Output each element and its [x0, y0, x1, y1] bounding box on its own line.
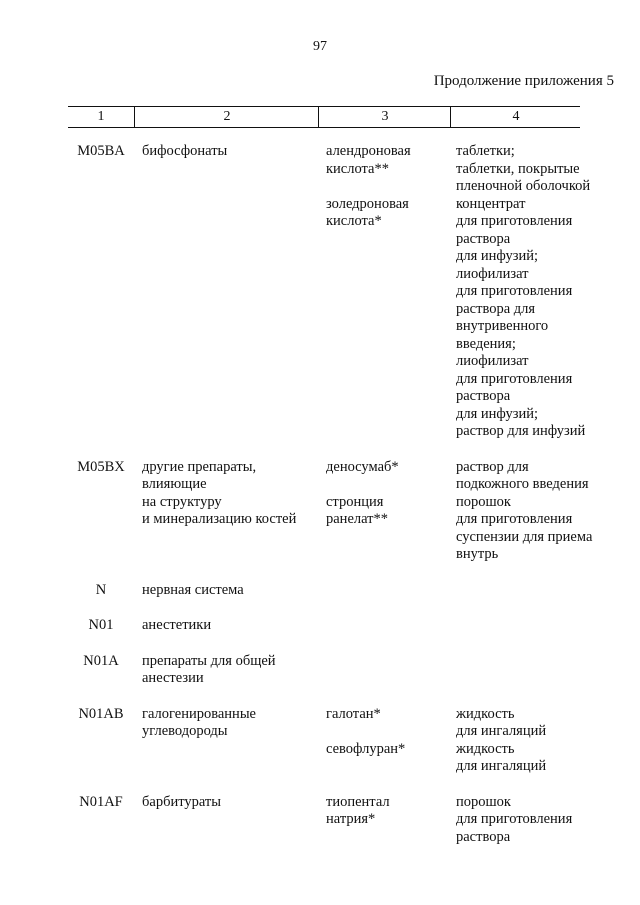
dosage-form-line: для приготовления: [456, 213, 573, 229]
atc-code: [68, 706, 134, 724]
dosage-form-line: таблетки, покрытые: [456, 160, 580, 177]
group-line: анестезии: [142, 670, 204, 686]
continuation-heading: Продолжение приложения 5: [433, 73, 614, 89]
spacer: [326, 723, 452, 741]
group-line: углеводороды: [142, 723, 228, 739]
column-header-3: 3: [318, 107, 451, 127]
group-line: другие препараты,: [142, 458, 257, 475]
atc-code: [68, 459, 134, 477]
group-line: бифосфонаты: [142, 143, 228, 159]
classification-table-body: [0, 143, 640, 846]
drug-names: [326, 706, 452, 759]
drug-names: [326, 459, 452, 529]
dosage-form-line: внутрь: [456, 546, 499, 562]
dosage-forms: [456, 706, 626, 776]
group-line: препараты для общей: [142, 652, 276, 669]
anatomical-group: [142, 653, 322, 688]
group-line: на структуру: [142, 493, 222, 510]
dosage-form-line: порошок: [456, 493, 511, 510]
table-row: [0, 653, 640, 706]
dosage-form-line: порошок: [456, 793, 511, 810]
column-header-1: 1: [97, 109, 105, 124]
dosage-form-line: введения;: [456, 335, 516, 352]
drug-name-line: тиопентал: [326, 793, 390, 810]
drug-name-line: натрия*: [326, 811, 376, 827]
table-row: [0, 582, 640, 618]
column-header-4: 4: [450, 107, 581, 127]
anatomical-group: [142, 582, 322, 600]
dosage-form-line: для приготовления: [456, 811, 573, 827]
table-row: [0, 706, 640, 794]
dosage-forms: [456, 794, 626, 847]
atc-code: [68, 143, 134, 161]
drug-name-line: севофлуран*: [326, 740, 406, 757]
drug-name-line: деносумаб*: [326, 458, 399, 475]
column-header-2: 2: [134, 107, 319, 127]
dosage-form-line: раствор для: [456, 458, 529, 475]
drug-names: [326, 794, 452, 829]
anatomical-group: [142, 143, 322, 161]
drug-name-line: ранелат**: [326, 511, 389, 527]
spacer: [326, 178, 452, 196]
group-line: влияющие: [142, 476, 207, 492]
atc-code: [68, 653, 134, 671]
group-line: нервная система: [142, 581, 244, 598]
drug-names: [326, 143, 452, 231]
table-row: [0, 617, 640, 653]
drug-name-line: алендроновая: [326, 143, 411, 159]
group-line: и минерализацию костей: [142, 511, 297, 527]
atc-code-text: N01AB: [78, 705, 124, 722]
anatomical-group: [142, 459, 322, 529]
dosage-form-line: раствора: [456, 230, 511, 247]
dosage-form-line: раствор для инфузий: [456, 423, 586, 439]
column-header-row: [68, 106, 580, 128]
atc-code-text: M05BA: [77, 143, 125, 159]
table-row: [0, 459, 640, 582]
dosage-form-line: жидкость: [456, 740, 515, 757]
dosage-form-line: для приготовления: [456, 283, 573, 299]
dosage-form-line: раствора для: [456, 300, 536, 317]
dosage-form-line: для инфузий;: [456, 248, 538, 264]
group-line: галогенированные: [142, 705, 256, 722]
atc-code: [68, 794, 134, 812]
dosage-form-line: для инфузий;: [456, 405, 538, 422]
dosage-form-line: лиофилизат: [456, 265, 529, 282]
atc-code: [68, 617, 134, 635]
dosage-form-line: подкожного введения: [456, 476, 589, 492]
anatomical-group: [142, 617, 322, 635]
anatomical-group: [142, 794, 322, 812]
atc-code-text: N01: [88, 617, 114, 633]
atc-code: [68, 582, 134, 600]
drug-name-line: кислота**: [326, 160, 389, 177]
dosage-form-line: пленочной оболочкой: [456, 178, 591, 194]
dosage-form-line: для приготовления: [456, 370, 573, 387]
dosage-form-line: лиофилизат: [456, 353, 529, 369]
dosage-form-line: внутривенного: [456, 318, 549, 334]
atc-code-text: N01A: [83, 652, 119, 669]
atc-code-text: M05BX: [77, 458, 125, 475]
dosage-form-line: раствора: [456, 828, 511, 845]
drug-name-line: кислота*: [326, 213, 382, 229]
atc-code-text: N: [95, 581, 107, 598]
spacer: [326, 476, 452, 494]
page-number: 97: [313, 39, 327, 54]
anatomical-group: [142, 706, 322, 741]
dosage-form-line: для приготовления: [456, 511, 573, 527]
atc-code-text: N01AF: [79, 793, 123, 810]
dosage-forms: [456, 143, 626, 441]
dosage-form-line: жидкость: [456, 705, 515, 722]
dosage-form-line: таблетки;: [456, 143, 515, 159]
group-line: анестетики: [142, 617, 212, 633]
dosage-forms: [456, 459, 626, 564]
dosage-form-line: концентрат: [456, 195, 526, 212]
table-row: [0, 794, 640, 847]
drug-name-line: золедроновая: [326, 195, 409, 212]
dosage-form-line: раствора: [456, 388, 511, 404]
table-row: [0, 143, 640, 459]
group-line: барбитураты: [142, 793, 221, 810]
dosage-form-line: для ингаляций: [456, 758, 547, 774]
drug-name-line: галотан*: [326, 705, 381, 722]
dosage-form-line: для ингаляций: [456, 723, 547, 739]
dosage-form-line: суспензии для приема: [456, 528, 593, 545]
drug-name-line: стронция: [326, 493, 384, 510]
